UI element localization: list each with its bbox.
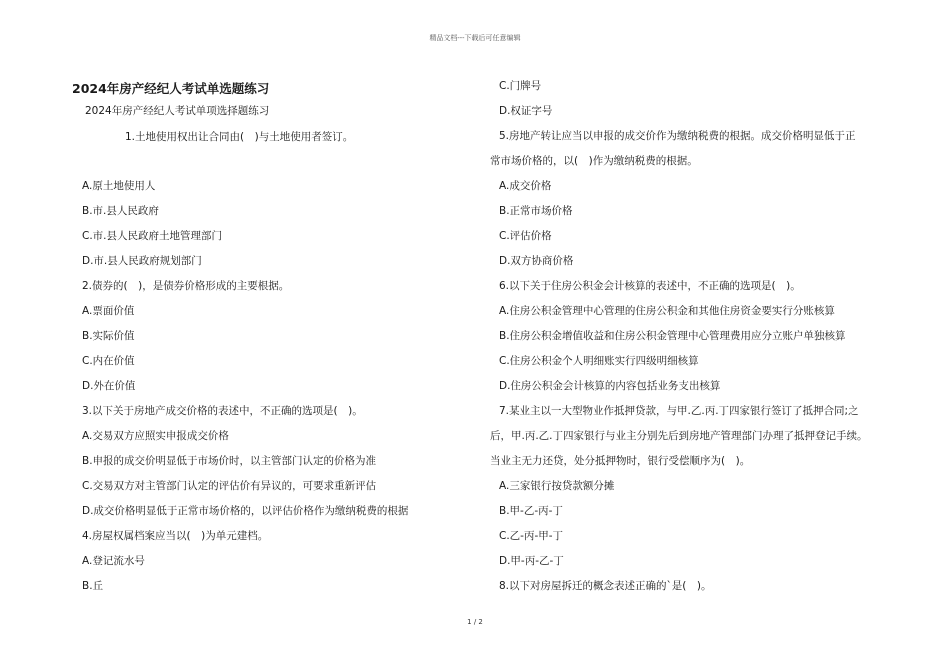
option-line: A.原土地使用人	[82, 180, 156, 192]
option-line: A.成交价格	[499, 180, 552, 192]
option-line: B.申报的成交价明显低于市场价时，以主管部门认定的价格为准	[82, 455, 377, 467]
option-line: B.市.县人民政府	[82, 205, 159, 217]
option-line: A.三家银行按贷款额分摊	[499, 480, 615, 492]
option-line: A.交易双方应照实申报成交价格	[82, 430, 229, 442]
option-line: B.住房公积金增值收益和住房公积金管理中心管理费用应分立账户单独核算	[499, 330, 846, 342]
question-line: 3.以下关于房地产成交价格的表述中，不正确的选项是( )。	[82, 405, 363, 417]
option-line: C.住房公积金个人明细账实行四级明细核算	[499, 355, 699, 367]
option-line: B.丘	[82, 580, 104, 592]
option-line: D.外在价值	[82, 380, 136, 392]
option-line: D.住房公积金会计核算的内容包括业务支出核算	[499, 380, 721, 392]
question-line: 当业主无力还贷，处分抵押物时，银行受偿顺序为( )。	[490, 455, 751, 467]
option-line: A.票面价值	[82, 305, 135, 317]
option-line: D.甲-丙-乙-丁	[499, 555, 564, 567]
option-line: B.实际价值	[82, 330, 135, 342]
question-line: 常市场价格的，以( )作为缴纳税费的根据。	[490, 155, 698, 167]
option-line: A.登记流水号	[82, 555, 145, 567]
option-line: D.双方协商价格	[499, 255, 574, 267]
question-line: 5.房地产转让应当以申报的成交价作为缴纳税费的根据。成交价格明显低于正	[499, 130, 856, 142]
question-line: 8.以下对房屋拆迁的概念表述正确的`是( )。	[499, 580, 712, 592]
question-line: 2.债券的( )，是债券价格形成的主要根据。	[82, 280, 290, 292]
option-line: D.市.县人民政府规划部门	[82, 255, 202, 267]
page-number: 1 / 2	[467, 618, 483, 626]
option-line: C.内在价值	[82, 355, 135, 367]
question-line: 6.以下关于住房公积金会计核算的表述中，不正确的选项是( )。	[499, 280, 801, 292]
option-line: B.正常市场价格	[499, 205, 573, 217]
option-line: C.乙-丙-甲-丁	[499, 530, 564, 542]
option-line: C.门牌号	[499, 80, 542, 92]
option-line: B.甲-乙-丙-丁	[499, 505, 563, 517]
question-line: 4.房屋权属档案应当以( )为单元建档。	[82, 530, 269, 542]
option-line: C.市.县人民政府土地管理部门	[82, 230, 223, 242]
option-line: A.住房公积金管理中心管理的住房公积金和其他住房资金要实行分账核算	[499, 305, 835, 317]
option-line: C.交易双方对主管部门认定的评估价有异议的，可要求重新评估	[82, 480, 377, 492]
question-line: 7.某业主以一大型物业作抵押贷款，与甲.乙.丙.丁四家银行签订了抵押合同;之	[499, 405, 859, 417]
option-line: D.成交价格明显低于正常市场价格的，以评估价格作为缴纳税费的根据	[82, 505, 409, 517]
subtitle: 2024年房产经纪人考试单项选择题练习	[85, 105, 270, 117]
question-line: 1.土地使用权出让合同由( )与土地使用者签订。	[125, 131, 354, 143]
option-line: C.评估价格	[499, 230, 552, 242]
option-line: D.权证字号	[499, 105, 553, 117]
question-line: 后，甲.丙.乙.丁四家银行与业主分别先后到房地产管理部门办理了抵押登记手续。	[490, 430, 868, 442]
page-title: 2024年房产经纪人考试单选题练习	[72, 81, 270, 96]
header-note: 精品文档---下载后可任意编辑	[429, 34, 521, 42]
